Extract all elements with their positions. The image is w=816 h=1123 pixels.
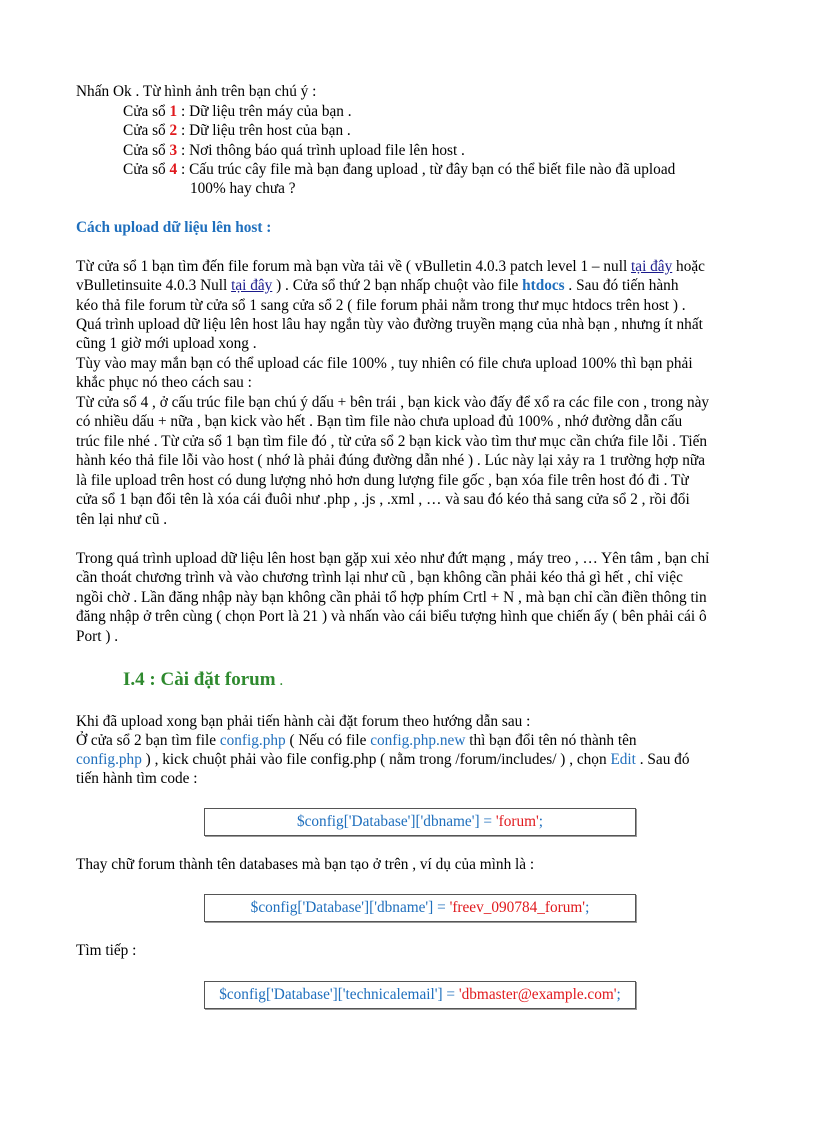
intro-line: Nhấn Ok . Từ hình ảnh trên bạn chú ý : xyxy=(76,83,317,100)
window-item-4: Cửa sổ 4 : Cấu trúc cây file mà bạn đang upload , từ đây bạn có thể biết file nào đã upload xyxy=(123,161,676,178)
install-line1: Khi đã upload xong bạn phải tiến hành cài đặt forum theo hướng dẫn sau : xyxy=(76,713,531,730)
window-item-1: Cửa sổ 1 : Dữ liệu trên máy của bạn . xyxy=(123,103,352,120)
install-line2: Ở cửa sổ 2 bạn tìm file config.php ( Nếu có file config.php.new thì bạn đổi tên nó thành tên xyxy=(76,732,637,749)
upload-p1-line14: tên lại như cũ . xyxy=(76,511,168,528)
upload-p1-line11: hành kéo thả file lỗi vào host ( nhớ là phải đúng đường dẫn nhé ) . Lúc này lại xảy ra 1 trường hợp nữa xyxy=(76,452,706,469)
window-item-4-cont: 100% hay chưa ? xyxy=(190,180,296,197)
upload-p1-line2: vBulletinsuite 4.0.3 Null tại đây ) . Cửa sổ thứ 2 bạn nhấp chuột vào file htdocs . Sau đó tiến hành xyxy=(76,277,679,294)
download-link-2[interactable]: tại đây xyxy=(231,277,273,294)
install-line4: tiến hành tìm code : xyxy=(76,770,198,787)
code-box-dbname: $config['Database']['dbname'] = 'forum'; xyxy=(204,808,636,836)
upload-p2-line2: cần thoát chương trình và vào chương trình lại như cũ , bạn không cần phải kéo thả gì hết , chỉ việc xyxy=(76,569,683,586)
upload-p2-line4: đăng nhập ở trên cùng ( chọn Port là 21 ) và nhấn vào cái biểu tượng hình que chiến ấy ( bên phải cái ô xyxy=(76,608,707,625)
upload-p1-line6: Tùy vào may mắn bạn có thể upload các file 100% , tuy nhiên có file chưa upload 100% thì bạn phải xyxy=(76,355,693,372)
upload-p1-line9: có nhiều dấu + nữa , bạn kick vào hết . Bạn tìm file nào chưa upload đủ 100% , nhớ đường dẫn cấu xyxy=(76,413,683,430)
download-link-1[interactable]: tại đây xyxy=(631,258,673,275)
upload-p1-line7: khắc phục nó theo cách sau : xyxy=(76,374,252,391)
window-item-2: Cửa sổ 2 : Dữ liệu trên host của bạn . xyxy=(123,122,351,139)
upload-p2-line3: ngồi chờ . Lần đăng nhập này bạn không cần phải tổ hợp phím Crtl + N , mà bạn chỉ cần điền thông tin xyxy=(76,589,707,606)
window-item-3: Cửa sổ 3 : Nơi thông báo quá trình upload file lên host . xyxy=(123,142,465,159)
upload-p2-line1: Trong quá trình upload dữ liệu lên host bạn gặp xui xẻo như đứt mạng , máy treo , … Yên tâm , bạn chỉ xyxy=(76,550,710,567)
upload-p2-line5: Port ) . xyxy=(76,628,119,645)
install-heading: I.4 : Cài đặt forum . xyxy=(123,669,284,690)
install-after-code2: Tìm tiếp : xyxy=(76,942,137,959)
upload-heading: Cách upload dữ liệu lên host : xyxy=(76,219,272,236)
upload-p1-line1: Từ cửa sổ 1 bạn tìm đến file forum mà bạn vừa tải về ( vBulletin 4.0.3 patch level 1 – null tại đây hoặc xyxy=(76,258,705,275)
upload-p1-line5: cũng 1 giờ mới upload xong . xyxy=(76,335,257,352)
upload-p1-line12: là file upload trên host có dung lượng nhỏ hơn dung lượng file gốc , bạn xóa file trên host đó đi . Từ xyxy=(76,472,689,489)
code-box-technicalemail: $config['Database']['technicalemail'] = 'dbmaster@example.com'; xyxy=(204,981,636,1009)
upload-p1-line4: Quá trình upload dữ liệu lên host lâu hay ngắn tùy vào đường truyền mạng của nhà bạn , nhưng ít nhất xyxy=(76,316,703,333)
upload-p1-line13: cửa sổ 1 bạn đổi tên là xóa cái đuôi như .php , .js , .xml , … và sau đó kéo thả sang cửa sổ 2 , rồi đổi xyxy=(76,491,690,508)
install-after-code1: Thay chữ forum thành tên databases mà bạn tạo ở trên , ví dụ của mình là : xyxy=(76,856,535,873)
upload-p1-line3: kéo thả file forum từ cửa sổ 1 sang cửa sổ 2 ( file forum phải nằm trong thư mục htdocs trên host ) . xyxy=(76,297,686,314)
upload-p1-line8: Từ cửa sổ 4 , ở cấu trúc file bạn chú ý dấu + bên trái , bạn kick vào đấy để xổ ra các file con , trong này xyxy=(76,394,710,411)
upload-p1-line10: trúc file nhé . Từ cửa sổ 1 bạn tìm file đó , từ cửa sổ 2 bạn kick vào tìm thư mục cần chứa file lỗi . Tiến xyxy=(76,433,708,450)
install-line3: config.php ) , kick chuột phải vào file config.php ( nằm trong /forum/includes/ ) , chọn Edit . Sau đó xyxy=(76,751,690,768)
code-box-dbname-example: $config['Database']['dbname'] = 'freev_090784_forum'; xyxy=(204,894,636,922)
